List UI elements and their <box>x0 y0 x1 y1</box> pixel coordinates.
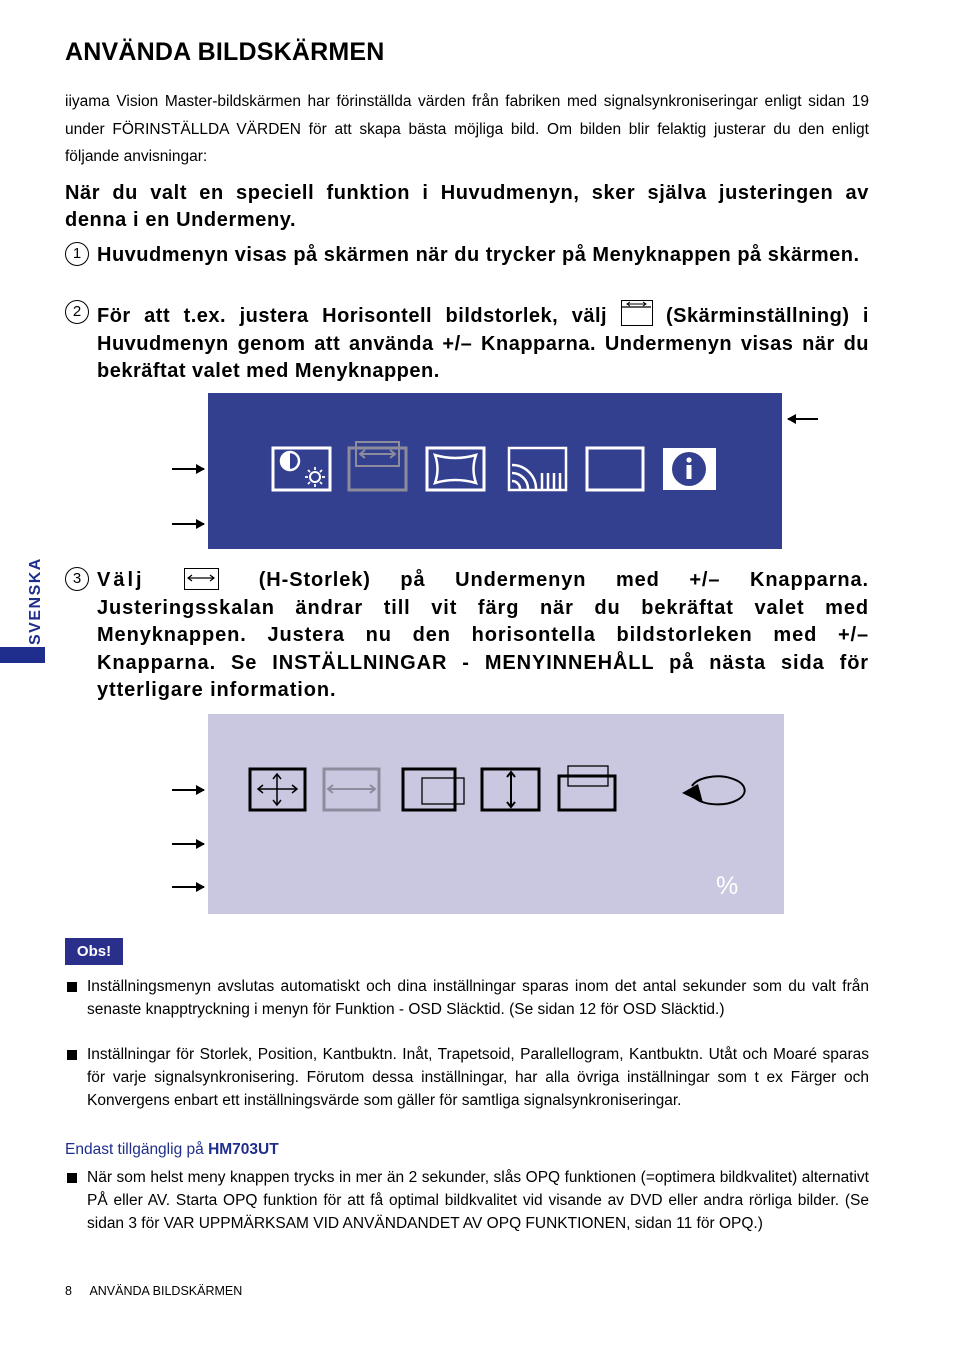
blank-icon <box>587 448 643 490</box>
intro-paragraph: iiyama Vision Master-bildskärmen har förinställda värden från fabriken med signalsynkroniseringar enligt sidan 19 under FÖRINSTÄLLDA VÄRDEN för att skapa bästa möjliga bild. Om bilden blir felaktig justerar du den enligt följande anvisningar: <box>65 93 869 165</box>
step-2 <box>65 300 869 386</box>
info-icon <box>663 448 716 490</box>
main-menu-osd <box>208 393 782 549</box>
size-icon <box>250 769 305 810</box>
bullet-icon <box>67 1050 77 1060</box>
brightness-contrast-icon <box>273 448 330 490</box>
note-text: Inställningsmenyn avslutas automatiskt och dina inställningar sparas inom det antal sekunder som du valt från senaste knapptryckning i menyn för Funktion - OSD Släcktid. (Se sidan 12 för OSD Släcktid.) <box>87 978 869 1018</box>
step-text-b: (Skärminställning) i Huvudmenyn genom att använda +/– Knapparna. Undermenyn visas när du bekräftat valet med Menyknappen. <box>97 305 869 382</box>
percent-label: % <box>716 872 739 900</box>
note-text: Inställningar för Storlek, Position, Kantbuktn. Inåt, Trapetsoid, Parallellogram, Kantbuktn. Utåt och Moaré sparas för varje signalsynkronisering. Förutom dessa inställningar, har alla övriga inställningar som t ex Färger och Konvergens enbart ett inställningsvärde som gäller för samtliga signalsynkroniseringar. <box>87 1046 869 1109</box>
h-position-icon <box>403 769 464 810</box>
language-tab-label: SVENSKA <box>27 557 44 645</box>
sub-menu-osd <box>208 714 784 914</box>
color-icon <box>509 448 566 490</box>
pointer-arrow <box>172 843 204 845</box>
v-position-icon <box>559 766 615 810</box>
bullet-icon <box>67 1173 77 1183</box>
note-item <box>65 975 869 1021</box>
screen-adjust-icon <box>621 300 653 326</box>
model-name: HM703UT <box>208 1141 279 1158</box>
page-footer <box>65 1284 242 1298</box>
return-icon <box>682 776 745 804</box>
v-size-icon <box>482 769 539 810</box>
bullet-icon <box>67 982 77 992</box>
geometry-icon <box>427 448 484 490</box>
step-3 <box>65 567 869 705</box>
step-1 <box>65 242 869 270</box>
pointer-arrow <box>172 886 204 888</box>
lead-paragraph: När du valt en speciell funktion i Huvudmenyn, sker själva justeringen av denna i en Undermeny. <box>65 182 869 231</box>
step-text: Huvudmenyn visas på skärmen när du trycker på Menyknappen på skärmen. <box>97 244 860 266</box>
step-number: 2 <box>65 300 89 324</box>
pointer-arrow <box>172 468 204 470</box>
pointer-arrow <box>172 523 204 525</box>
page-title: ANVÄNDA BILDSKÄRMEN <box>65 38 385 66</box>
step-number: 3 <box>65 567 89 591</box>
footer-title: ANVÄNDA BILDSKÄRMEN <box>89 1284 243 1298</box>
h-size-icon <box>184 568 219 590</box>
note-text: När som helst meny knappen trycks in mer än 2 sekunder, slås OPQ funktionen (=optimera bildkvalitet) alternativt PÅ eller AV. Starta OPQ funktion för att få optimal bildkvalitet vid visande av DVD eller andra rörliga bilder. (Se sidan 3 för VAR UPPMÄRKSAM VID ANVÄNDANDET AV OPQ FUNKTIONEN, sidan 11 för OPQ.) <box>87 1169 869 1232</box>
availability-note <box>65 1141 279 1159</box>
step-number: 1 <box>65 242 89 266</box>
pointer-arrow <box>172 789 204 791</box>
h-size-icon <box>324 769 379 810</box>
obs-badge: Obs! <box>65 938 123 965</box>
pointer-arrow <box>788 418 818 420</box>
step-text-b: (H-Storlek) på Undermenyn med +/– Knapparna. Justeringsskalan ändrar till vit färg när du bekräftat valet med Menyknappen. Justera nu den horisontella bildstorleken med +/– Knapparna. Se INSTÄLLNINGAR - MENYINNEHÅLL på nästa sida för ytterligare information. <box>97 569 869 701</box>
screen-adjust-icon <box>349 442 406 490</box>
availability-prefix: Endast tillgänglig på <box>65 1141 204 1158</box>
step-text-a: För att t.ex. justera Horisontell bildstorlek, välj <box>97 305 608 327</box>
note-item <box>65 1166 869 1235</box>
note-item <box>65 1043 869 1112</box>
language-tab-bar <box>0 647 45 663</box>
page-number: 8 <box>65 1284 72 1298</box>
step-text-a: Välj <box>97 569 145 591</box>
